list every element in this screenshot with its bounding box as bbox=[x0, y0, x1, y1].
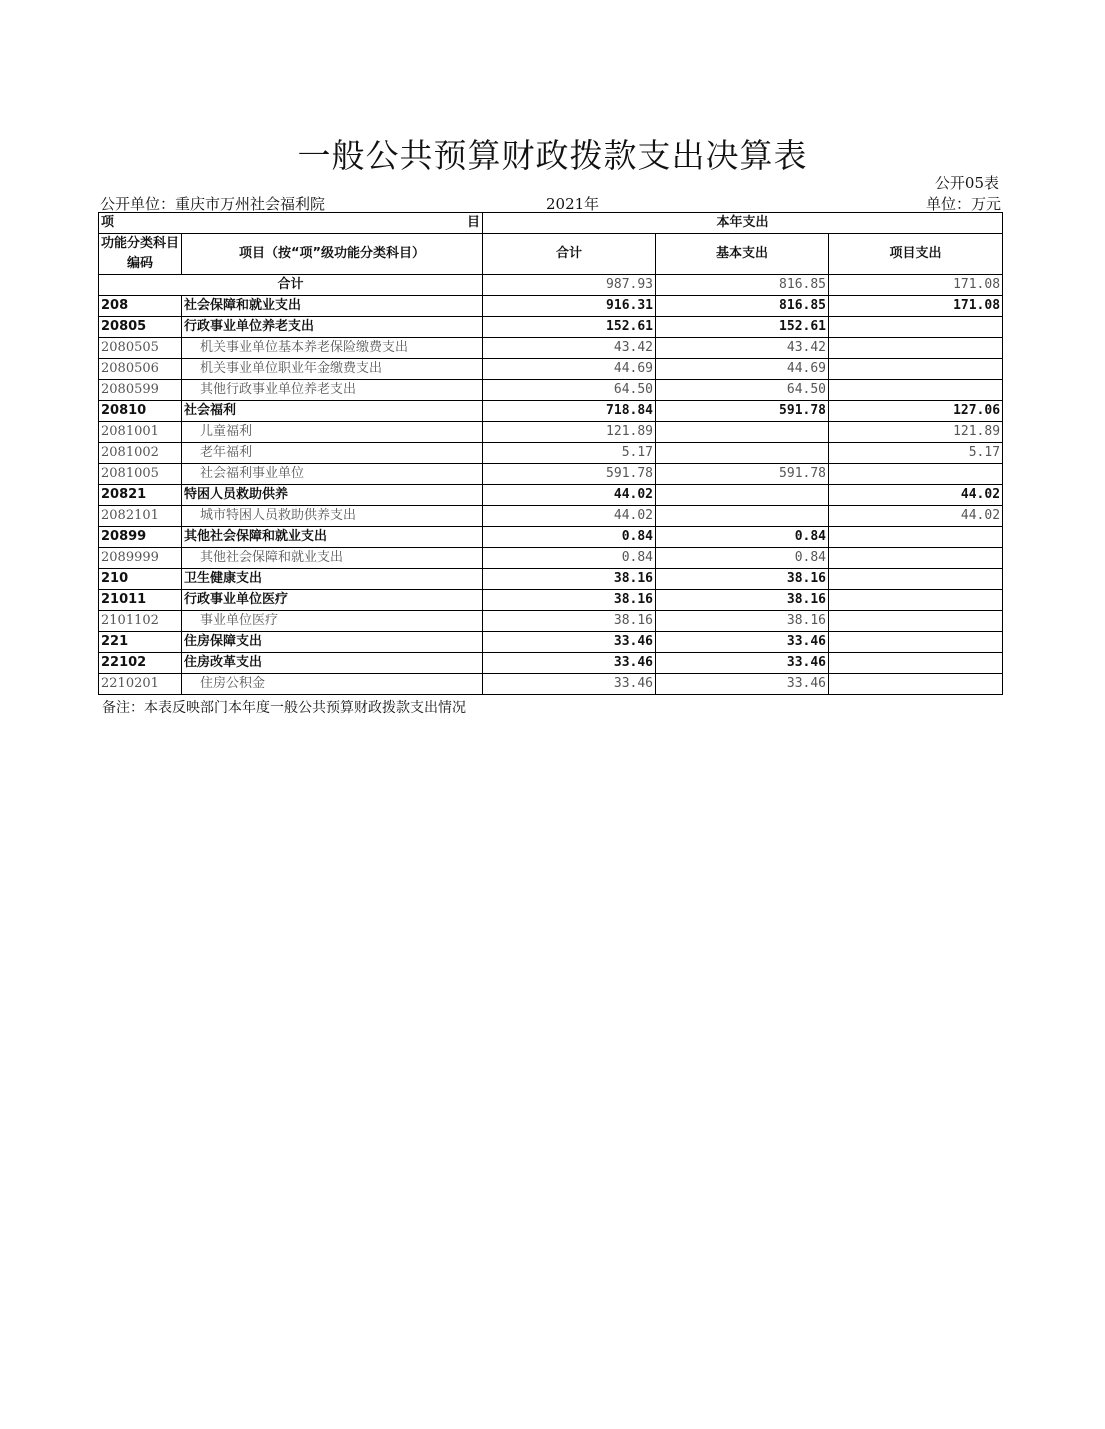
table-row bbox=[99, 359, 1003, 380]
row-total: 5.17 bbox=[483, 443, 656, 464]
table-row bbox=[99, 464, 1003, 485]
row-basic: 152.61 bbox=[656, 317, 829, 338]
row-code: 20805 bbox=[99, 317, 182, 338]
row-total: 44.02 bbox=[483, 485, 656, 506]
row-total: 152.61 bbox=[483, 317, 656, 338]
reporting-unit: 公开单位：重庆市万州社会福利院 bbox=[100, 195, 326, 213]
row-total: 33.46 bbox=[483, 674, 656, 695]
header-row-1 bbox=[99, 213, 1003, 234]
report-year: 2021年 bbox=[546, 195, 600, 213]
row-total: 38.16 bbox=[483, 590, 656, 611]
row-name: 住房公积金 bbox=[182, 674, 483, 695]
table-row bbox=[99, 380, 1003, 401]
row-total: 121.89 bbox=[483, 422, 656, 443]
row-project: 5.17 bbox=[829, 443, 1003, 464]
row-code: 2080505 bbox=[99, 338, 182, 359]
row-name: 社会福利事业单位 bbox=[182, 464, 483, 485]
header-project: 项目支出 bbox=[829, 234, 1003, 275]
row-basic: 0.84 bbox=[656, 548, 829, 569]
row-project: 127.06 bbox=[829, 401, 1003, 422]
table-row bbox=[99, 317, 1003, 338]
total-basic: 816.85 bbox=[656, 275, 829, 296]
header-basic: 基本支出 bbox=[656, 234, 829, 275]
row-total: 44.02 bbox=[483, 506, 656, 527]
header-item-left: 项 bbox=[101, 215, 115, 230]
row-total: 38.16 bbox=[483, 611, 656, 632]
header-current-year: 本年支出 bbox=[483, 213, 1003, 234]
header-total: 合计 bbox=[483, 234, 656, 275]
row-basic: 816.85 bbox=[656, 296, 829, 317]
table-row bbox=[99, 506, 1003, 527]
row-name: 事业单位医疗 bbox=[182, 611, 483, 632]
row-total: 0.84 bbox=[483, 527, 656, 548]
row-project: 171.08 bbox=[829, 296, 1003, 317]
row-code: 2210201 bbox=[99, 674, 182, 695]
row-basic: 591.78 bbox=[656, 401, 829, 422]
row-code: 22102 bbox=[99, 653, 182, 674]
table-row bbox=[99, 632, 1003, 653]
header-item bbox=[99, 213, 483, 234]
row-basic: 64.50 bbox=[656, 380, 829, 401]
row-basic bbox=[656, 506, 829, 527]
row-code: 20899 bbox=[99, 527, 182, 548]
row-project bbox=[829, 338, 1003, 359]
row-code: 208 bbox=[99, 296, 182, 317]
money-unit: 单位：万元 bbox=[925, 195, 1001, 213]
row-total: 64.50 bbox=[483, 380, 656, 401]
table-row bbox=[99, 548, 1003, 569]
row-basic: 33.46 bbox=[656, 653, 829, 674]
row-basic: 33.46 bbox=[656, 632, 829, 653]
row-project bbox=[829, 380, 1003, 401]
table-row bbox=[99, 296, 1003, 317]
row-project bbox=[829, 464, 1003, 485]
meta-row bbox=[100, 193, 1001, 211]
row-name: 其他行政事业单位养老支出 bbox=[182, 380, 483, 401]
row-code: 20810 bbox=[99, 401, 182, 422]
row-basic: 0.84 bbox=[656, 527, 829, 548]
row-total: 0.84 bbox=[483, 548, 656, 569]
row-total: 718.84 bbox=[483, 401, 656, 422]
row-name: 其他社会保障和就业支出 bbox=[182, 548, 483, 569]
row-project bbox=[829, 611, 1003, 632]
row-project: 44.02 bbox=[829, 485, 1003, 506]
row-name: 城市特困人员救助供养支出 bbox=[182, 506, 483, 527]
row-code: 2080599 bbox=[99, 380, 182, 401]
row-code: 210 bbox=[99, 569, 182, 590]
table-row bbox=[99, 338, 1003, 359]
row-total: 33.46 bbox=[483, 632, 656, 653]
row-name: 社会福利 bbox=[182, 401, 483, 422]
row-code: 21011 bbox=[99, 590, 182, 611]
row-name: 机关事业单位基本养老保险缴费支出 bbox=[182, 338, 483, 359]
row-project bbox=[829, 569, 1003, 590]
row-basic: 38.16 bbox=[656, 569, 829, 590]
row-name: 老年福利 bbox=[182, 443, 483, 464]
row-project bbox=[829, 590, 1003, 611]
table-row bbox=[99, 485, 1003, 506]
row-basic: 38.16 bbox=[656, 590, 829, 611]
total-row bbox=[99, 275, 1003, 296]
row-total: 916.31 bbox=[483, 296, 656, 317]
row-project bbox=[829, 653, 1003, 674]
row-basic bbox=[656, 443, 829, 464]
total-sum: 987.93 bbox=[483, 275, 656, 296]
header-code: 功能分类科目编码 bbox=[99, 234, 182, 275]
row-code: 2101102 bbox=[99, 611, 182, 632]
total-project: 171.08 bbox=[829, 275, 1003, 296]
row-code: 2081005 bbox=[99, 464, 182, 485]
header-item-right: 目 bbox=[467, 215, 481, 230]
row-name: 其他社会保障和就业支出 bbox=[182, 527, 483, 548]
row-total: 38.16 bbox=[483, 569, 656, 590]
row-name: 特困人员救助供养 bbox=[182, 485, 483, 506]
row-project bbox=[829, 317, 1003, 338]
row-code: 2081001 bbox=[99, 422, 182, 443]
row-total: 43.42 bbox=[483, 338, 656, 359]
row-name: 行政事业单位医疗 bbox=[182, 590, 483, 611]
total-label: 合计 bbox=[99, 275, 483, 296]
row-name: 社会保障和就业支出 bbox=[182, 296, 483, 317]
row-code: 2089999 bbox=[99, 548, 182, 569]
row-project bbox=[829, 527, 1003, 548]
row-total: 33.46 bbox=[483, 653, 656, 674]
row-code: 20821 bbox=[99, 485, 182, 506]
row-name: 卫生健康支出 bbox=[182, 569, 483, 590]
row-project bbox=[829, 632, 1003, 653]
row-project bbox=[829, 674, 1003, 695]
row-name: 儿童福利 bbox=[182, 422, 483, 443]
table-row bbox=[99, 674, 1003, 695]
row-project: 44.02 bbox=[829, 506, 1003, 527]
row-name: 机关事业单位职业年金缴费支出 bbox=[182, 359, 483, 380]
table-row bbox=[99, 443, 1003, 464]
row-total: 44.69 bbox=[483, 359, 656, 380]
expenditure-table bbox=[98, 212, 1003, 695]
form-number: 公开05表 bbox=[934, 174, 999, 192]
row-total: 591.78 bbox=[483, 464, 656, 485]
row-basic bbox=[656, 422, 829, 443]
row-project bbox=[829, 548, 1003, 569]
table-row bbox=[99, 653, 1003, 674]
table-row bbox=[99, 422, 1003, 443]
table-row bbox=[99, 527, 1003, 548]
row-basic: 44.69 bbox=[656, 359, 829, 380]
row-code: 2081002 bbox=[99, 443, 182, 464]
row-name: 行政事业单位养老支出 bbox=[182, 317, 483, 338]
header-row-2 bbox=[99, 234, 1003, 275]
table-row bbox=[99, 401, 1003, 422]
page-title: 一般公共预算财政拨款支出决算表 bbox=[297, 136, 808, 175]
row-basic bbox=[656, 485, 829, 506]
footnote: 备注：本表反映部门本年度一般公共预算财政拨款支出情况 bbox=[102, 700, 466, 716]
row-basic: 591.78 bbox=[656, 464, 829, 485]
row-project: 121.89 bbox=[829, 422, 1003, 443]
row-basic: 43.42 bbox=[656, 338, 829, 359]
row-basic: 38.16 bbox=[656, 611, 829, 632]
table-row bbox=[99, 590, 1003, 611]
table-row bbox=[99, 611, 1003, 632]
row-code: 2080506 bbox=[99, 359, 182, 380]
row-code: 2082101 bbox=[99, 506, 182, 527]
row-code: 221 bbox=[99, 632, 182, 653]
header-name: 项目（按“项”级功能分类科目） bbox=[182, 234, 483, 275]
row-project bbox=[829, 359, 1003, 380]
row-name: 住房改革支出 bbox=[182, 653, 483, 674]
row-name: 住房保障支出 bbox=[182, 632, 483, 653]
row-basic: 33.46 bbox=[656, 674, 829, 695]
table-row bbox=[99, 569, 1003, 590]
